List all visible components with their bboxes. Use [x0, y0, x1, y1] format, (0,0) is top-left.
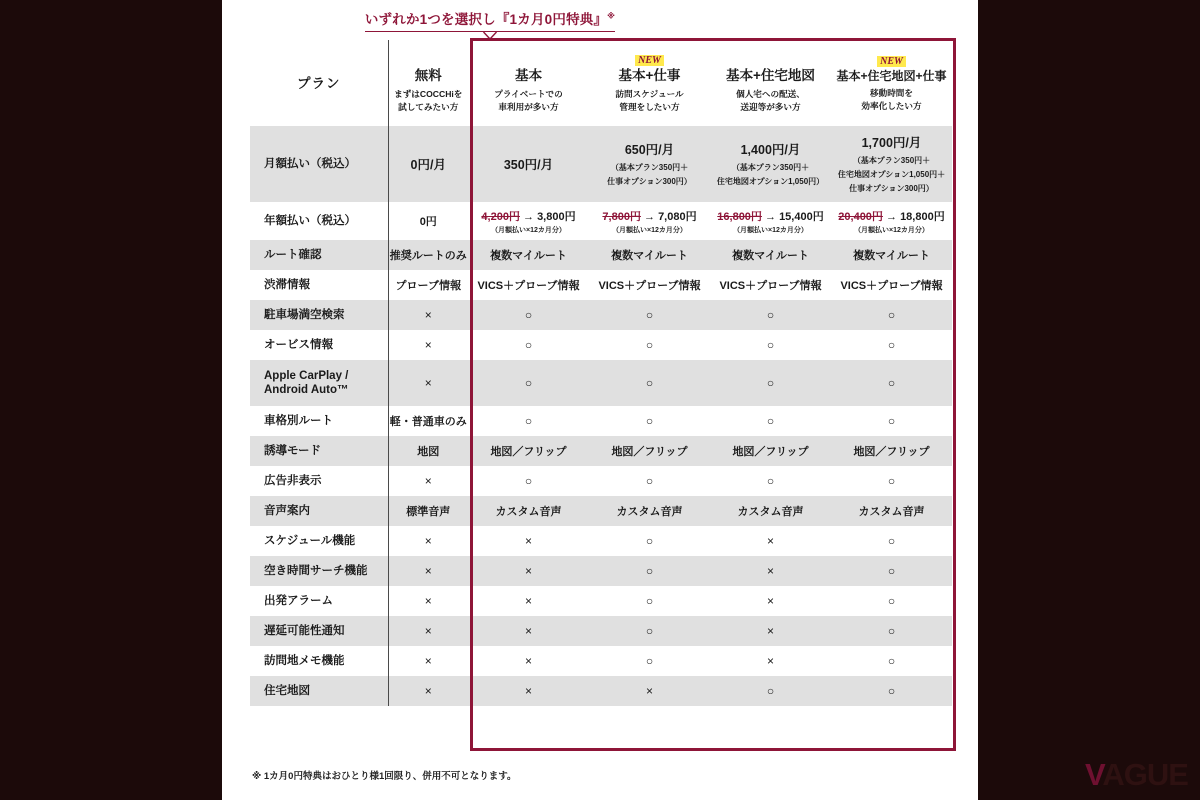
yearly-amount-basic: 4,200円 → 3,800円 [481, 210, 576, 223]
cell-row-7-basic_work [589, 466, 710, 496]
yearly-note-basic_map_work: （月額払い×12カ月分） [854, 226, 929, 234]
vague-watermark [1085, 759, 1188, 790]
yearly-note-basic_map: （月額払い×12カ月分） [733, 226, 808, 234]
vague-watermark-rest: AGUE [1102, 757, 1188, 792]
row-label-row-1: 渋滞情報 [250, 270, 388, 300]
plan-comparison-body [250, 40, 952, 706]
circle-available-icon: ○ [887, 594, 896, 608]
table-row-yearly-price [250, 202, 952, 240]
cross-unavailable-icon: × [524, 534, 532, 548]
cross-unavailable-icon: × [524, 564, 532, 578]
row-label-row-2: 駐車場満空検索 [250, 300, 388, 330]
row-label-row-8: 音声案内 [250, 496, 388, 526]
cell-row-11-basic_map [710, 586, 831, 616]
circle-available-icon: ○ [887, 624, 896, 638]
circle-available-icon: ○ [645, 338, 654, 352]
circle-available-icon: ○ [887, 564, 896, 578]
circle-available-icon: ○ [645, 654, 654, 668]
price-amount-basic_work: 650円/月 [624, 142, 675, 157]
yearly-amount-basic_work: 7,800円 → 7,080円 [602, 210, 697, 223]
yearly-old-price-basic_work: 7,800円 [602, 210, 641, 223]
cell-row-1-basic_map: VICS＋プローブ情報 [719, 280, 822, 292]
plan-comparison-table [250, 40, 952, 706]
promo-callout-asterisk: ※ [607, 11, 616, 21]
cell-yearly-price-basic [468, 202, 589, 240]
cell-monthly-price-basic [468, 126, 589, 202]
table-row [250, 586, 952, 616]
cross-unavailable-icon: × [424, 308, 432, 322]
footnote-text: ※ 1カ月0円特典はおひとり様1回限り、併用不可となります。 [252, 771, 517, 782]
cell-yearly-price-basic_map [710, 202, 831, 240]
cell-row-14-free [388, 676, 468, 706]
cell-row-7-basic [468, 466, 589, 496]
cell-row-8-free: 標準音声 [388, 496, 468, 526]
promo-callout [248, 8, 732, 40]
circle-available-icon: ○ [645, 414, 654, 428]
cell-monthly-price-basic_work [589, 126, 710, 202]
header-cell-plan: プラン [250, 40, 388, 126]
plan-title-free: 無料 [414, 68, 442, 84]
table-row [250, 270, 952, 300]
cell-row-10-basic_map [710, 556, 831, 586]
table-row [250, 300, 952, 330]
cell-row-9-basic_work [589, 526, 710, 556]
cell-row-3-free [388, 330, 468, 360]
cell-row-11-basic_map_work [831, 586, 952, 616]
price-amount-basic: 350円/月 [503, 158, 554, 172]
header-cell-basic_map [710, 40, 831, 126]
circle-available-icon: ○ [766, 474, 775, 488]
cell-row-8-basic: カスタム音声 [468, 496, 589, 526]
cross-unavailable-icon: × [524, 654, 532, 668]
row-label-row-14: 住宅地図 [250, 676, 388, 706]
cell-row-0-basic_work: 複数マイルート [589, 240, 710, 270]
circle-available-icon: ○ [524, 376, 533, 390]
circle-available-icon: ○ [887, 308, 896, 322]
cell-row-3-basic_work [589, 330, 710, 360]
circle-available-icon: ○ [645, 534, 654, 548]
circle-available-icon: ○ [524, 308, 533, 322]
cell-row-0-basic_map_work: 複数マイルート [831, 240, 952, 270]
cell-row-5-basic [468, 406, 589, 436]
cell-row-7-free [388, 466, 468, 496]
cell-row-14-basic_work [589, 676, 710, 706]
circle-available-icon: ○ [887, 376, 896, 390]
table-row-monthly-price [250, 126, 952, 202]
yearly-new-price-basic: 3,800円 [537, 210, 576, 223]
cell-row-0-basic_map: 複数マイルート [710, 240, 831, 270]
cross-unavailable-icon: × [424, 474, 432, 488]
cell-row-13-basic_map [710, 646, 831, 676]
cell-monthly-price-basic_map_work [831, 126, 952, 202]
table-row [250, 526, 952, 556]
price-amount-free: 0円/月 [410, 158, 446, 172]
row-label-row-13: 訪問地メモ機能 [250, 646, 388, 676]
price-amount-basic_map: 1,400円/月 [740, 142, 801, 157]
header-cell-free [388, 40, 468, 126]
table-row [250, 616, 952, 646]
cell-yearly-price-free [388, 202, 468, 240]
plan-subtitle-free: まずはCOCCHiを 試してみたい方 [394, 89, 463, 112]
cell-row-12-basic_map [710, 616, 831, 646]
table-row [250, 646, 952, 676]
cell-row-9-basic_map_work [831, 526, 952, 556]
row-label-row-12: 遅延可能性通知 [250, 616, 388, 646]
cell-row-6-basic_map: 地図／フリップ [710, 436, 831, 466]
cell-row-13-free [388, 646, 468, 676]
cell-row-3-basic [468, 330, 589, 360]
plan-comparison-table-wrapper [250, 40, 952, 706]
cell-row-7-basic_map_work [831, 466, 952, 496]
cell-row-0-basic: 複数マイルート [468, 240, 589, 270]
yearly-amount-basic_map_work: 20,400円 → 18,800円 [838, 210, 945, 223]
cell-row-1-basic: VICS＋プローブ情報 [477, 280, 580, 292]
circle-available-icon: ○ [524, 414, 533, 428]
cell-row-11-free [388, 586, 468, 616]
table-row [250, 406, 952, 436]
circle-available-icon: ○ [645, 376, 654, 390]
circle-available-icon: ○ [766, 338, 775, 352]
yearly-amount-basic_map: 16,800円 → 15,400円 [717, 210, 824, 223]
cell-row-3-basic_map [710, 330, 831, 360]
cell-row-8-basic_work: カスタム音声 [589, 496, 710, 526]
cell-row-2-basic_work [589, 300, 710, 330]
yearly-new-price-basic_map_work: 18,800円 [900, 210, 945, 223]
row-label-row-6: 誘導モード [250, 436, 388, 466]
row-label-yearly-price: 年額払い（税込） [250, 202, 388, 240]
plan-subtitle-basic_work: 訪問スケジュール 管理をしたい方 [615, 89, 684, 113]
circle-available-icon: ○ [766, 684, 775, 698]
cell-yearly-price-basic_work [589, 202, 710, 240]
circle-available-icon: ○ [524, 474, 533, 488]
header-cell-basic_work [589, 40, 710, 126]
cell-row-14-basic [468, 676, 589, 706]
cell-row-1-free: プローブ情報 [395, 280, 461, 292]
cross-unavailable-icon: × [424, 654, 432, 668]
cell-row-1-basic_work: VICS＋プローブ情報 [598, 280, 701, 292]
cell-row-12-free [388, 616, 468, 646]
circle-available-icon: ○ [645, 624, 654, 638]
row-label-row-10: 空き時間サーチ機能 [250, 556, 388, 586]
circle-available-icon: ○ [645, 564, 654, 578]
plan-title-basic_map_work: 基本+住宅地図+仕事 [836, 69, 947, 84]
plan-title-basic_work: 基本+仕事 [618, 68, 681, 84]
cross-unavailable-icon: × [424, 624, 432, 638]
cell-row-14-basic_map_work [831, 676, 952, 706]
cell-row-8-basic_map: カスタム音声 [710, 496, 831, 526]
cell-row-5-basic_map [710, 406, 831, 436]
cross-unavailable-icon: × [424, 376, 432, 390]
cell-row-4-free [388, 360, 468, 406]
vague-watermark-accent: V [1085, 757, 1103, 792]
table-row [250, 330, 952, 360]
cell-row-6-basic_map_work: 地図／フリップ [831, 436, 952, 466]
cell-row-2-basic [468, 300, 589, 330]
cell-monthly-price-free [388, 126, 468, 202]
cell-row-12-basic_work [589, 616, 710, 646]
yearly-note-basic: （月額払い×12カ月分） [491, 226, 566, 234]
cross-unavailable-icon: × [424, 534, 432, 548]
cell-row-10-basic_work [589, 556, 710, 586]
promo-callout-label: いずれか1つを選択し『1カ月0円特典』 [364, 12, 608, 27]
table-row [250, 466, 952, 496]
table-row [250, 676, 952, 706]
plan-title-basic_map: 基本+住宅地図 [726, 68, 815, 84]
cell-row-14-basic_map [710, 676, 831, 706]
cell-row-6-basic_work: 地図／フリップ [589, 436, 710, 466]
table-row [250, 360, 952, 406]
cell-row-9-free [388, 526, 468, 556]
plan-title-basic: 基本 [515, 68, 542, 84]
cell-row-11-basic_work [589, 586, 710, 616]
circle-available-icon: ○ [887, 654, 896, 668]
cell-row-4-basic [468, 360, 589, 406]
cell-row-6-basic: 地図／フリップ [468, 436, 589, 466]
price-breakdown-basic_work: （基本プラン350円＋ 仕事オプション300円） [607, 162, 692, 186]
cell-row-13-basic_map_work [831, 646, 952, 676]
circle-available-icon: ○ [766, 308, 775, 322]
cross-unavailable-icon: × [424, 564, 432, 578]
cross-unavailable-icon: × [524, 594, 532, 608]
chevron-down-icon [483, 32, 497, 40]
promo-callout-text [365, 8, 615, 32]
cell-row-2-basic_map [710, 300, 831, 330]
row-label-monthly-price: 月額払い（税込） [250, 126, 388, 202]
cell-row-13-basic [468, 646, 589, 676]
cell-row-2-free [388, 300, 468, 330]
table-header-row [250, 40, 952, 126]
price-breakdown-basic_map_work: （基本プラン350円＋ 住宅地図オプション1,050円＋ 仕事オプション300円） [837, 155, 946, 193]
plan-subtitle-basic: プライベートでの 車利用が多い方 [494, 89, 563, 112]
cell-row-10-free [388, 556, 468, 586]
row-label-row-5: 車格別ルート [250, 406, 388, 436]
cell-yearly-price-basic_map_work [831, 202, 952, 240]
yearly-old-price-basic_map: 16,800円 [717, 210, 762, 223]
cell-row-4-basic_work [589, 360, 710, 406]
row-label-row-3: オービス情報 [250, 330, 388, 360]
circle-available-icon: ○ [887, 338, 896, 352]
plan-subtitle-basic_map_work: 移動時間を 効率化したい方 [861, 88, 922, 112]
circle-available-icon: ○ [645, 308, 654, 322]
cross-unavailable-icon: × [766, 594, 774, 608]
cell-row-5-basic_work [589, 406, 710, 436]
new-badge-basic_work: NEW [635, 55, 664, 67]
cross-unavailable-icon: × [424, 338, 432, 352]
yearly-note-basic_work: （月額払い×12カ月分） [612, 226, 687, 234]
cross-unavailable-icon: × [766, 654, 774, 668]
cross-unavailable-icon: × [766, 564, 774, 578]
cell-row-2-basic_map_work [831, 300, 952, 330]
row-label-row-4: Apple CarPlay / Android Auto™ [250, 360, 388, 406]
cell-row-5-basic_map_work [831, 406, 952, 436]
cross-unavailable-icon: × [524, 684, 532, 698]
circle-available-icon: ○ [887, 534, 896, 548]
price-breakdown-basic_map: （基本プラン350円＋ 住宅地図オプション1,050円） [716, 162, 825, 186]
yearly-new-price-basic_work: 7,080円 [658, 210, 697, 223]
cross-unavailable-icon: × [766, 534, 774, 548]
table-row [250, 496, 952, 526]
cell-row-10-basic [468, 556, 589, 586]
cross-unavailable-icon: × [524, 624, 532, 638]
header-cell-basic [468, 40, 589, 126]
cross-unavailable-icon: × [424, 594, 432, 608]
cell-row-5-free: 軽・普通車のみ [389, 416, 467, 428]
circle-available-icon: ○ [524, 338, 533, 352]
cell-row-8-basic_map_work: カスタム音声 [831, 496, 952, 526]
yearly-old-price-basic: 4,200円 [481, 210, 520, 223]
new-badge-basic_map_work: NEW [877, 56, 906, 68]
cell-row-12-basic [468, 616, 589, 646]
circle-available-icon: ○ [766, 376, 775, 390]
cell-row-0-free: 推奨ルートのみ [388, 240, 468, 270]
cross-unavailable-icon: × [766, 624, 774, 638]
cell-monthly-price-basic_map [710, 126, 831, 202]
cell-row-9-basic [468, 526, 589, 556]
row-label-row-11: 出発アラーム [250, 586, 388, 616]
cell-row-7-basic_map [710, 466, 831, 496]
circle-available-icon: ○ [645, 594, 654, 608]
circle-available-icon: ○ [887, 414, 896, 428]
cell-row-6-free: 地図 [388, 436, 468, 466]
yearly-old-price-basic_map_work: 20,400円 [838, 210, 883, 223]
cell-row-4-basic_map_work [831, 360, 952, 406]
cell-row-4-basic_map [710, 360, 831, 406]
header-cell-basic_map_work [831, 40, 952, 126]
table-row [250, 436, 952, 466]
cell-row-1-basic_map_work: VICS＋プローブ情報 [840, 280, 943, 292]
cell-row-9-basic_map [710, 526, 831, 556]
circle-available-icon: ○ [645, 474, 654, 488]
circle-available-icon: ○ [766, 414, 775, 428]
row-label-row-0: ルート確認 [250, 240, 388, 270]
cell-row-3-basic_map_work [831, 330, 952, 360]
price-amount-basic_map_work: 1,700円/月 [861, 135, 922, 150]
circle-available-icon: ○ [887, 474, 896, 488]
cell-row-10-basic_map_work [831, 556, 952, 586]
row-label-row-9: スケジュール機能 [250, 526, 388, 556]
yearly-new-price-basic_map: 15,400円 [779, 210, 824, 223]
table-row [250, 556, 952, 586]
cell-row-12-basic_map_work [831, 616, 952, 646]
circle-available-icon: ○ [887, 684, 896, 698]
table-row [250, 240, 952, 270]
row-label-row-7: 広告非表示 [250, 466, 388, 496]
cross-unavailable-icon: × [424, 684, 432, 698]
plan-subtitle-basic_map: 個人宅への配送、 送迎等が多い方 [736, 89, 805, 112]
cell-row-11-basic [468, 586, 589, 616]
cell-row-13-basic_work [589, 646, 710, 676]
cross-unavailable-icon: × [645, 684, 653, 698]
yearly-amount-free: 0円 [419, 216, 437, 228]
